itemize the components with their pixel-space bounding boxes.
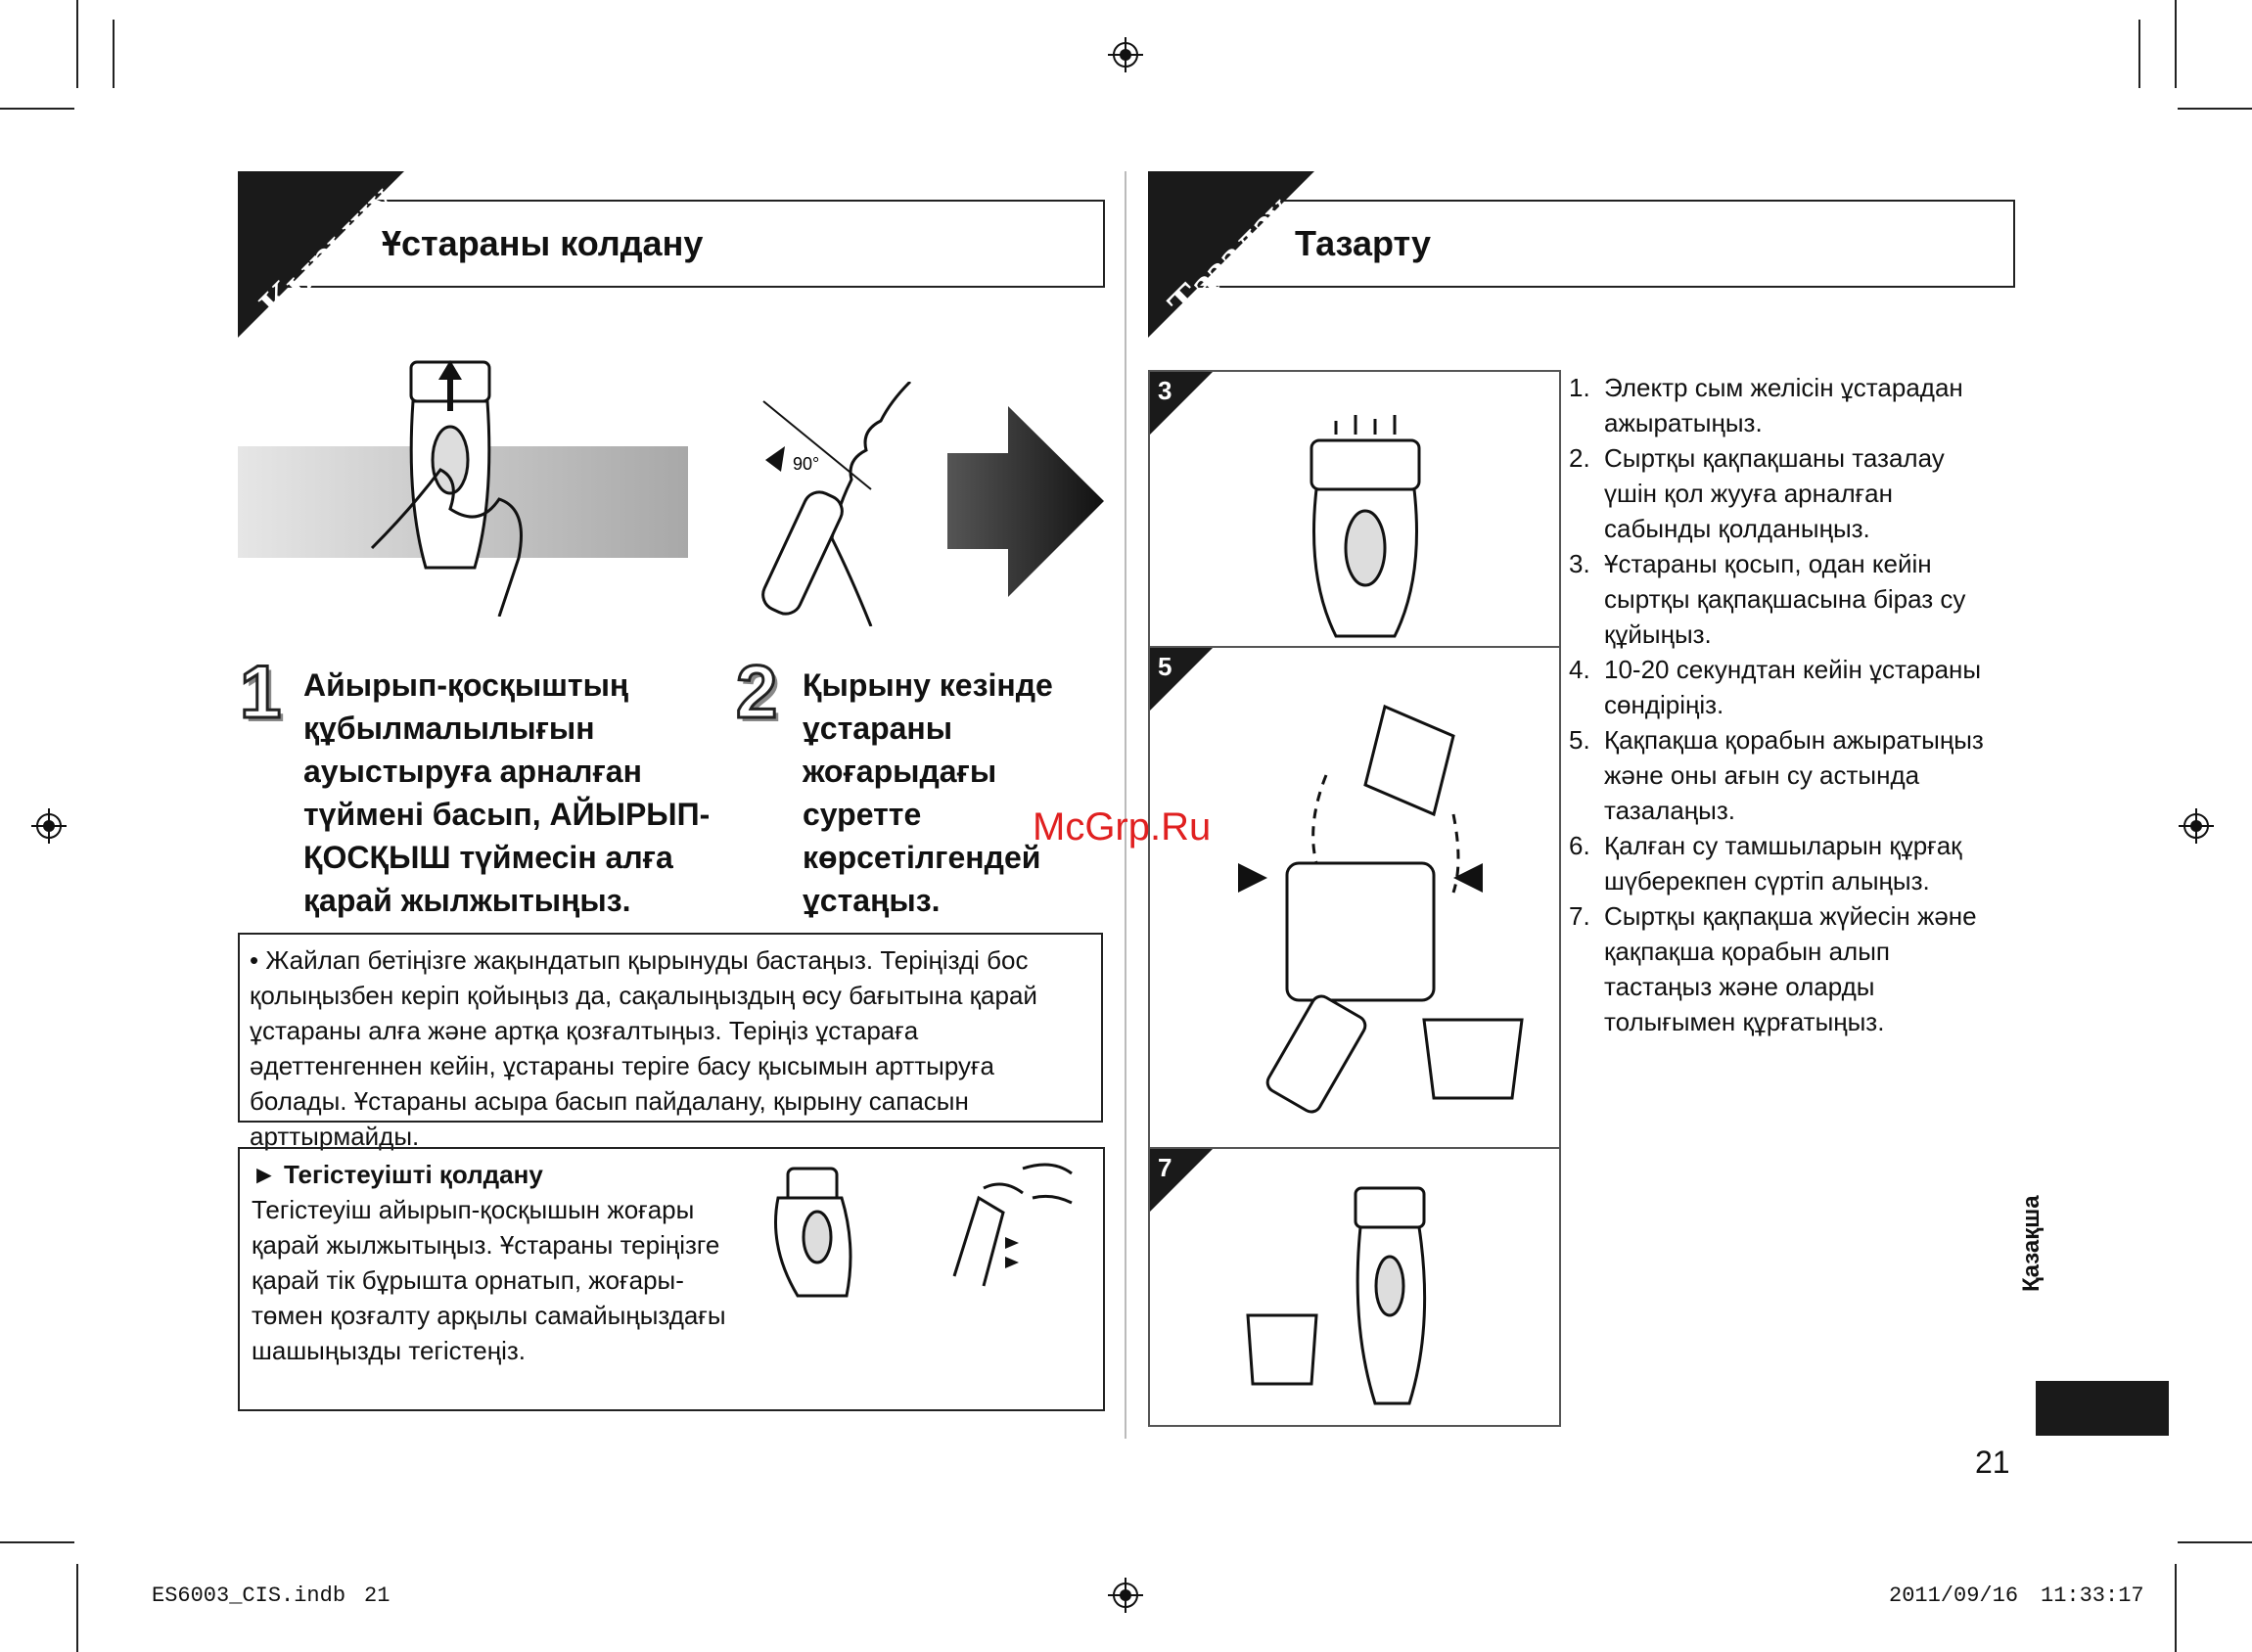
page-number: 21 bbox=[1975, 1445, 2010, 1480]
list-item: 6. Қалған су тамшыларын құрғақ шүберекпен сүртіп алыңыз. bbox=[1569, 831, 1962, 895]
registration-mark-icon bbox=[31, 808, 67, 844]
right-corner-label: Тазалау bbox=[1158, 185, 1302, 329]
footer-file: ES6003_CIS.indb bbox=[152, 1583, 346, 1608]
remove-frame-illustration bbox=[1160, 667, 1551, 1137]
shaving-tip-text: • Жайлап бетіңізге жақындатып қырынуды бастаңыз. Теріңізді бос қолыңызбен керіп қойыңыз да, сақалыңыздың өсу бағытына қарай ұстараны алға және артқа қозғалтыңыз. Теріңіз ұстараға әдеттенгеннен кейін, ұстараны теріге басу қысымын арттыруға болады. Ұстараны асыра басып пайдалану, қырыну сапасын арттырмайды. bbox=[250, 945, 1037, 1151]
watermark: McGrp.Ru bbox=[1033, 805, 1212, 849]
list-item: 1. Электр сым желісін ұстарадан ажыратыңыз. bbox=[1569, 373, 1963, 437]
dry-parts-illustration bbox=[1238, 1178, 1493, 1413]
trimmer-box bbox=[238, 1147, 1105, 1411]
list-item: 7. Сыртқы қақпақша жүйесін және қақпақша қорабын алып тастаңыз және оларды толығымен құрғатыңыз. bbox=[1569, 901, 1977, 1036]
registration-mark-icon bbox=[1108, 1578, 1143, 1613]
step-2-text: Қырыну кезінде ұстараны жоғарыдағы суретте көрсетілгендей ұстаңыз. bbox=[803, 667, 1053, 918]
registration-mark-icon bbox=[2179, 808, 2214, 844]
trimmer-text: Тегістеуіш айырып-қосқышын жоғары қарай жылжытыңыз. Ұстараны теріңізге қарай тік бұрышта орнатып, жоғары-төмен қозғалту арқылы самайыңыздағы шашыңызды тегістеңіз. bbox=[252, 1195, 726, 1365]
list-item: 2. Сыртқы қақпақшаны тазалау үшін қол жууға арналған сабынды қолданыңыз. bbox=[1569, 443, 1945, 543]
language-tab-block bbox=[2036, 1381, 2169, 1436]
list-item: 5. Қақпақша қорабын ажыратыңыз және оны ағын су астында тазалаңыз. bbox=[1569, 725, 1984, 825]
step-1-number: 1 bbox=[240, 651, 282, 734]
cleaning-panel-7 bbox=[1148, 1147, 1561, 1427]
footer-time: 11:33:17 bbox=[2041, 1583, 2144, 1608]
panel-number: 5 bbox=[1158, 652, 1172, 681]
footer-file-page: 21 bbox=[364, 1583, 391, 1608]
cleaning-panel-3 bbox=[1148, 370, 1561, 650]
shaving-tip-box bbox=[238, 933, 1103, 1151]
water-pour-illustration bbox=[1267, 411, 1463, 642]
list-item: 4. 10-20 секундтан кейін ұстараны сөндіріңіз. bbox=[1569, 655, 1982, 719]
cleaning-steps-list bbox=[1569, 370, 1999, 1039]
right-section-title: Тазарту bbox=[1295, 223, 1432, 263]
trimmer-heading: ► Тегістеуішті қолдану bbox=[252, 1160, 543, 1189]
angle-label: 90° bbox=[793, 454, 820, 474]
shaving-face-illustration bbox=[744, 382, 930, 626]
panel-number: 7 bbox=[1158, 1153, 1172, 1182]
shaver-in-hand-illustration bbox=[352, 352, 548, 617]
trimmer-illustration bbox=[758, 1159, 1091, 1306]
registration-mark-icon bbox=[1108, 37, 1143, 72]
next-arrow-icon bbox=[947, 406, 1104, 597]
language-tab-label: Қазақша bbox=[2018, 1195, 2045, 1292]
left-section-title: Ұстараны колдану bbox=[382, 223, 704, 263]
left-corner-label: Қырыну bbox=[250, 174, 404, 329]
step-1-text: Айырып-қосқыштың құбылмалылығын ауыстыруға арналған түймені басып, АЙЫРЫП-ҚОСҚЫШ түймесін алға қарай жылжытыңыз. bbox=[303, 667, 711, 918]
footer-date: 2011/09/16 bbox=[1889, 1583, 2019, 1608]
step-2-number: 2 bbox=[736, 651, 778, 734]
list-item: 3. Ұстараны қосып, одан кейін сыртқы қақпақшасына біраз су құйыңыз. bbox=[1569, 549, 1966, 649]
panel-number: 3 bbox=[1158, 376, 1172, 405]
cleaning-panel-5 bbox=[1148, 646, 1561, 1151]
